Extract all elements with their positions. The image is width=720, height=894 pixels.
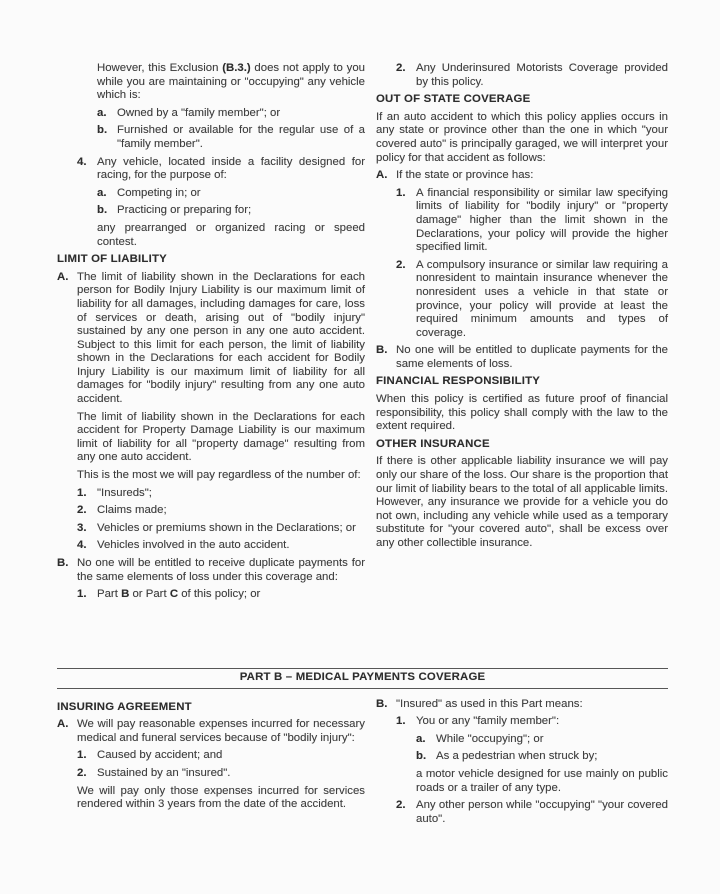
duplicate-item-2 [396,62,668,89]
insuring-item-A [57,718,365,745]
state-item-1 [396,187,668,255]
count-item-4 [77,539,365,553]
insuring-item-2 [77,767,365,781]
duplicate-item-1 [77,588,365,602]
out-of-state-paragraph: If an auto accident to which this policy applies occurs in any state or province other than the one in which "your covered auto" is principally garaged, we will interpret your policy for that accident as follows: [376,110,668,164]
exclusion-item-b [97,124,365,151]
other-insurance-heading: OTHER INSURANCE [376,437,490,450]
other-insurance-paragraph: If there is other applicable liability insurance we will pay only our share of the loss. Our share is the proportion that our limit of liability bears to the total of all applicable limits. However, any insurance we provide for a vehicle you do not own, including any vehicle while used as a temporary substitute for "your covered auto", shall be excess over any other collectible insurance. [376,455,668,549]
exclusion-exception-paragraph [97,62,365,103]
list-marker: b. [416,750,427,763]
most-we-pay-paragraph: This is the most we will pay regardless of the number of: [77,469,361,482]
part-b-header-band [57,668,668,689]
list-item-text: "Insureds"; [97,486,152,499]
part-b-right-column [376,698,668,831]
list-item-text: No one will be entitled to duplicate payments for the same elements of loss. [396,344,668,370]
list-marker: 1. [396,186,406,199]
list-item-text: As a pedestrian when struck by; [436,750,598,763]
list-item-text: Vehicles or premiums shown in the Declarations; or [97,521,356,534]
text-segment: or Part [129,588,170,601]
list-marker: 1. [77,588,87,601]
list-marker: 1. [77,749,87,762]
state-item-A [376,169,668,183]
list-marker: b. [97,204,108,217]
limit-item-A [57,271,365,407]
text-segment: of this policy; or [178,588,261,601]
list-item-text: Claims made; [97,504,167,517]
list-marker: 4. [77,539,87,552]
motor-vehicle-paragraph: a motor vehicle designed for use mainly on public roads or a trailer of any type. [416,767,668,794]
insured-item-1 [396,715,668,729]
list-marker: A. [57,718,69,731]
count-item-3 [77,522,365,536]
limit-of-liability-heading: LIMIT OF LIABILITY [57,253,167,266]
exclusion-item-4 [77,156,365,183]
list-marker: 1. [396,715,406,728]
list-item-text: While "occupying"; or [436,732,544,745]
list-marker: a. [416,732,426,745]
list-item-text: Competing in; or [117,186,201,199]
bold-part-c: C [169,588,179,601]
racing-item-b [97,204,365,218]
count-item-1 [77,487,365,501]
duplicate-payments-item-B [57,557,365,584]
top-left-column [57,62,365,668]
state-item-2 [396,259,668,341]
list-marker: 2. [77,766,87,779]
count-item-2 [77,504,365,518]
list-item-text: No one will be entitled to receive duplicate payments for the same elements of loss under this coverage and: [77,557,365,583]
list-marker: a. [97,186,107,199]
list-item-text: You or any "family member": [416,715,560,728]
list-item-text: A compulsory insurance or similar law requiring a nonresident to maintain insurance whenever the nonresident uses a vehicle in that state or province, your policy will provide at least the required minimum amounts and types of coverage. [416,258,668,339]
bold-part-b: B [121,588,130,601]
insuring-item-1 [77,749,365,763]
text-segment: Part [97,588,122,601]
bold-reference: (B.3.) [222,62,251,74]
out-of-state-coverage-heading: OUT OF STATE COVERAGE [376,93,531,106]
document-content [57,62,668,830]
list-item-text: A financial responsibility or similar law specifying limits of liability for "bodily injury" or "property damage" higher than the limit shown in the Declarations, your policy will provide the higher specified limit. [416,186,668,254]
list-marker: B. [57,557,69,569]
list-marker: B. [376,344,388,357]
list-item-text: We will pay reasonable expenses incurred for necessary medical and funeral services because of "bodily injury": [77,718,365,744]
list-item-text: Owned by a "family member"; or [117,106,281,119]
insured-item-1a [416,733,668,747]
list-marker: a. [97,106,107,119]
prearranged-contest-paragraph: any prearranged or organized racing or speed contest. [97,221,365,248]
top-right-column [376,62,668,668]
list-item-text: Furnished or available for the regular use of a "family member". [117,124,365,150]
three-years-paragraph: We will pay only those expenses incurred for services rendered within 3 years from the date of the accident. [77,784,365,811]
list-item-text: "Insured" as used in this Part means: [396,697,583,710]
list-item-text: Caused by accident; and [97,749,223,762]
racing-item-a [97,187,365,201]
list-marker: 4. [77,155,87,168]
exclusion-item-a [97,107,365,121]
list-item-text: The limit of liability shown in the Declarations for each person for Bodily Injury Liability is our maximum limit of liability for all damages, including damages for care, loss of services or death, arising out of "bodily injury" sustained by any one person in any one auto accident. Subject to this limit for each person, the limit of liability shown in the Declarations for each accident for Bodily Injury Liability is our maximum limit of liability for all damages for "bodily injury" resulting from any one auto accident. [77,270,365,406]
financial-responsibility-heading: FINANCIAL RESPONSIBILITY [376,375,541,388]
list-marker: 3. [77,521,87,534]
list-marker: 2. [396,258,406,271]
part-b-left-column [57,698,365,831]
list-item-text: Vehicles involved in the auto accident. [97,539,290,552]
list-marker: 2. [396,799,406,812]
list-marker: b. [97,124,108,137]
financial-responsibility-paragraph: When this policy is certified as future proof of financial responsibility, this policy shall comply with the law to the extent required. [376,393,668,433]
list-item-text: Any vehicle, located inside a facility designed for racing, for the purpose of: [97,155,365,182]
list-item-text: Practicing or preparing for; [117,204,252,217]
part-a-section [57,62,668,668]
insured-item-2 [396,799,668,826]
list-item-text: Any other person while "occupying" "your covered auto". [416,799,668,825]
text-segment: However, this Exclusion [97,62,223,74]
list-marker: 1. [77,486,87,499]
insuring-agreement-heading: INSURING AGREEMENT [57,700,192,713]
list-item-text: If the state or province has: [396,169,534,182]
insured-definition-item-B [376,698,668,712]
list-item-text: Sustained by an "insured". [97,766,231,779]
part-b-section [57,698,668,831]
list-marker: A. [57,270,69,283]
insured-item-1b [416,750,668,764]
property-damage-paragraph: The limit of liability shown in the Declarations for each accident for Property Damage Liability is our maximum limit of liability for all "property damage" resulting from any one auto accident. [77,410,365,464]
list-marker: 2. [77,504,87,517]
part-b-title: PART B – MEDICAL PAYMENTS COVERAGE [239,671,486,683]
text-segment: does not apply to you while you are maintaining or "occupying" any vehicle which is: [97,62,365,102]
list-marker: 2. [396,62,406,74]
state-item-B [376,344,668,371]
list-marker: B. [376,697,388,710]
list-marker: A. [376,169,388,182]
list-item-text: Any Underinsured Motorists Coverage provided by this policy. [416,62,668,88]
